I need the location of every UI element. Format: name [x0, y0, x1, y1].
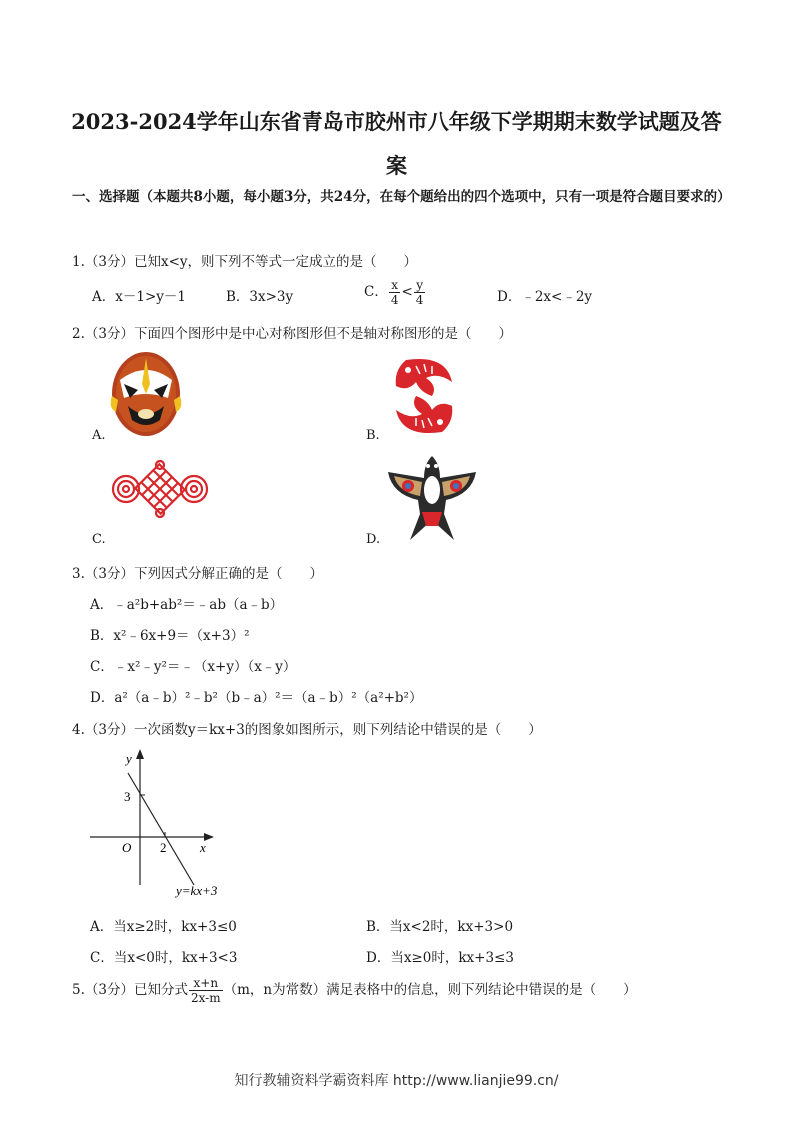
- x-axis-label: x: [200, 840, 206, 855]
- question-3-option-c: C．﹣x²﹣y²＝﹣（x+y）（x﹣y）: [90, 659, 297, 675]
- question-3-option-a: A．﹣a²b+ab²＝﹣ab（a﹣b）: [90, 597, 284, 613]
- question-1-option-a: A．x－1>y－1: [92, 289, 186, 305]
- linear-function-graph: [88, 745, 238, 900]
- question-3-option-b: B．x²﹣6x+9＝（x+3）²: [90, 628, 250, 644]
- question-5-stem: [72, 976, 637, 1005]
- fraction-numerator: y: [414, 278, 426, 293]
- question-1-stem: 1.（3分）已知x<y，则下列不等式一定成立的是（ ）: [72, 254, 418, 270]
- fraction-denominator: 2x-m: [190, 991, 221, 1005]
- y-axis-label: y: [126, 751, 132, 766]
- page-footer: 知行教辅资料学霸资料库 http://www.lianjie99.cn/: [234, 1073, 559, 1089]
- question-5-fraction: [189, 976, 223, 1005]
- origin-label: O: [122, 840, 132, 855]
- opera-mask-image: [108, 350, 184, 438]
- question-4-option-b: B．当x<2时，kx+3>0: [366, 919, 514, 935]
- question-3-stem: 3.（3分）下列因式分解正确的是（ ）: [72, 566, 323, 582]
- section-heading: 一、选择题（本题共8小题，每小题3分，共24分，在每个题给出的四个选项中，只有一项是符合题目要求的）: [72, 189, 731, 205]
- paper-cut-fish-image: [386, 352, 462, 440]
- question-4-option-a: A．当x≥2时，kx+3≤0: [90, 919, 237, 935]
- question-2-option-a: A.: [92, 428, 106, 443]
- line-equation-label: y=kx+3: [176, 883, 218, 898]
- y-intercept-label: 3: [124, 789, 131, 804]
- fraction-numerator: x: [389, 278, 401, 293]
- question-2-option-c: C.: [92, 532, 106, 547]
- question-5-prefix: 5.（3分）已知分式: [72, 982, 188, 998]
- question-4-option-c: C．当x<0时，kx+3<3: [90, 950, 238, 966]
- fraction-denominator: 4: [415, 293, 424, 307]
- question-4-stem: 4.（3分）一次函数y＝kx+3的图象如图所示，则下列结论中错误的是（ ）: [72, 722, 542, 738]
- fraction-x-over-4: [389, 278, 401, 307]
- x-intercept-label: 2: [160, 840, 167, 855]
- question-2-option-d: D.: [366, 532, 381, 547]
- swallow-kite-image: [384, 454, 480, 544]
- relation-sign: <: [401, 284, 413, 300]
- page-title: 2023-2024学年山东省青岛市胶州市八年级下学期期末数学试题及答案: [71, 109, 722, 178]
- question-1-option-c: [364, 278, 426, 307]
- chinese-knot-image: [110, 460, 210, 518]
- option-c-label: C．: [364, 284, 388, 300]
- fraction-denominator: 4: [390, 293, 399, 307]
- question-5-suffix: （m，n为常数）满足表格中的信息，则下列结论中错误的是（ ）: [223, 982, 637, 998]
- question-1-option-b: B．3x>3y: [226, 289, 294, 305]
- question-3-option-d: D．a²（a﹣b）²﹣b²（b﹣a）²＝（a﹣b）²（a²+b²）: [90, 690, 423, 706]
- question-2-stem: 2.（3分）下面四个图形中是中心对称图形但不是轴对称图形的是（ ）: [72, 326, 512, 342]
- question-2-option-b: B.: [366, 428, 380, 443]
- fraction-y-over-4: [414, 278, 426, 307]
- question-4-option-d: D．当x≥0时，kx+3≤3: [366, 950, 514, 966]
- question-1-option-d: D．﹣2x<﹣2y: [497, 289, 593, 305]
- fraction-numerator: x+n: [189, 976, 223, 991]
